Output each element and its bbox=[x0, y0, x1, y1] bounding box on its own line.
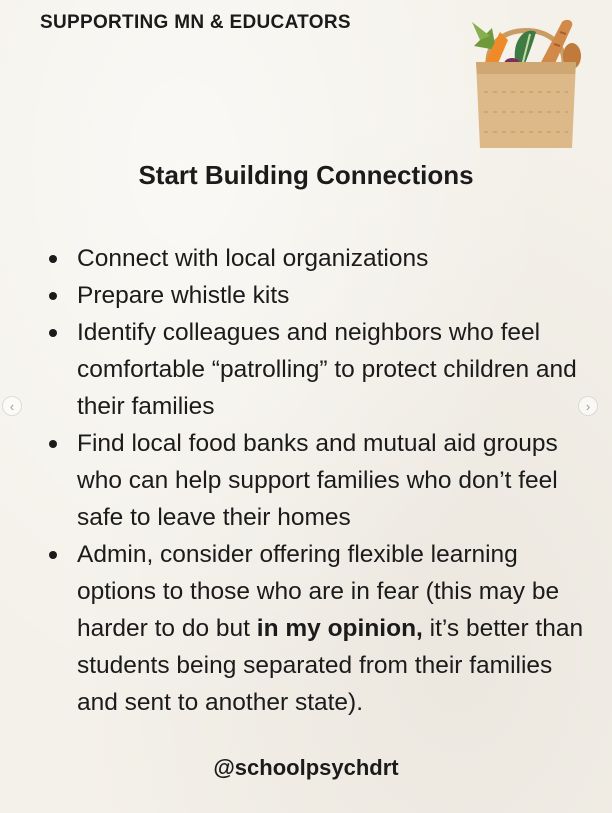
list-item-text bbox=[77, 541, 583, 716]
list-item bbox=[44, 240, 584, 277]
list-item-text: Connect with local organizations bbox=[77, 245, 429, 272]
grocery-bag-icon bbox=[466, 10, 586, 150]
header-title: SUPPORTING MN & EDUCATORS bbox=[40, 12, 351, 33]
list-item bbox=[44, 277, 584, 314]
list-item bbox=[44, 425, 584, 536]
bullet-dot bbox=[49, 551, 57, 559]
bullet-dot bbox=[49, 440, 57, 448]
list-item-text-part: it’s better than students being separated from their families and sent to another state). bbox=[77, 615, 584, 716]
chevron-right-icon: › bbox=[585, 398, 591, 414]
connection-steps-list bbox=[44, 240, 584, 721]
author-handle: @schoolpsychdrt bbox=[213, 755, 399, 780]
emphasis-text: in my opinion, bbox=[256, 615, 423, 642]
chevron-left-icon: ‹ bbox=[9, 398, 15, 414]
list-item bbox=[44, 536, 584, 721]
bullet-dot bbox=[49, 255, 57, 263]
list-item-text-part: Admin, consider offering flexible learning options to those who are in fear (this may be harder to do but bbox=[77, 541, 560, 642]
list-item-text: Find local food banks and mutual aid groups who can help support families who don’t feel safe to leave their homes bbox=[77, 430, 558, 531]
list-item-text: Identify colleagues and neighbors who feel comfortable “patrolling” to protect children and their families bbox=[77, 319, 577, 420]
bullet-dot bbox=[49, 292, 57, 300]
bullet-dot bbox=[49, 329, 57, 337]
list-item bbox=[44, 314, 584, 425]
previous-slide-button[interactable] bbox=[2, 396, 22, 416]
next-slide-button[interactable] bbox=[578, 396, 598, 416]
page-title: Start Building Connections bbox=[138, 160, 474, 190]
list-item-text: Prepare whistle kits bbox=[77, 282, 290, 309]
